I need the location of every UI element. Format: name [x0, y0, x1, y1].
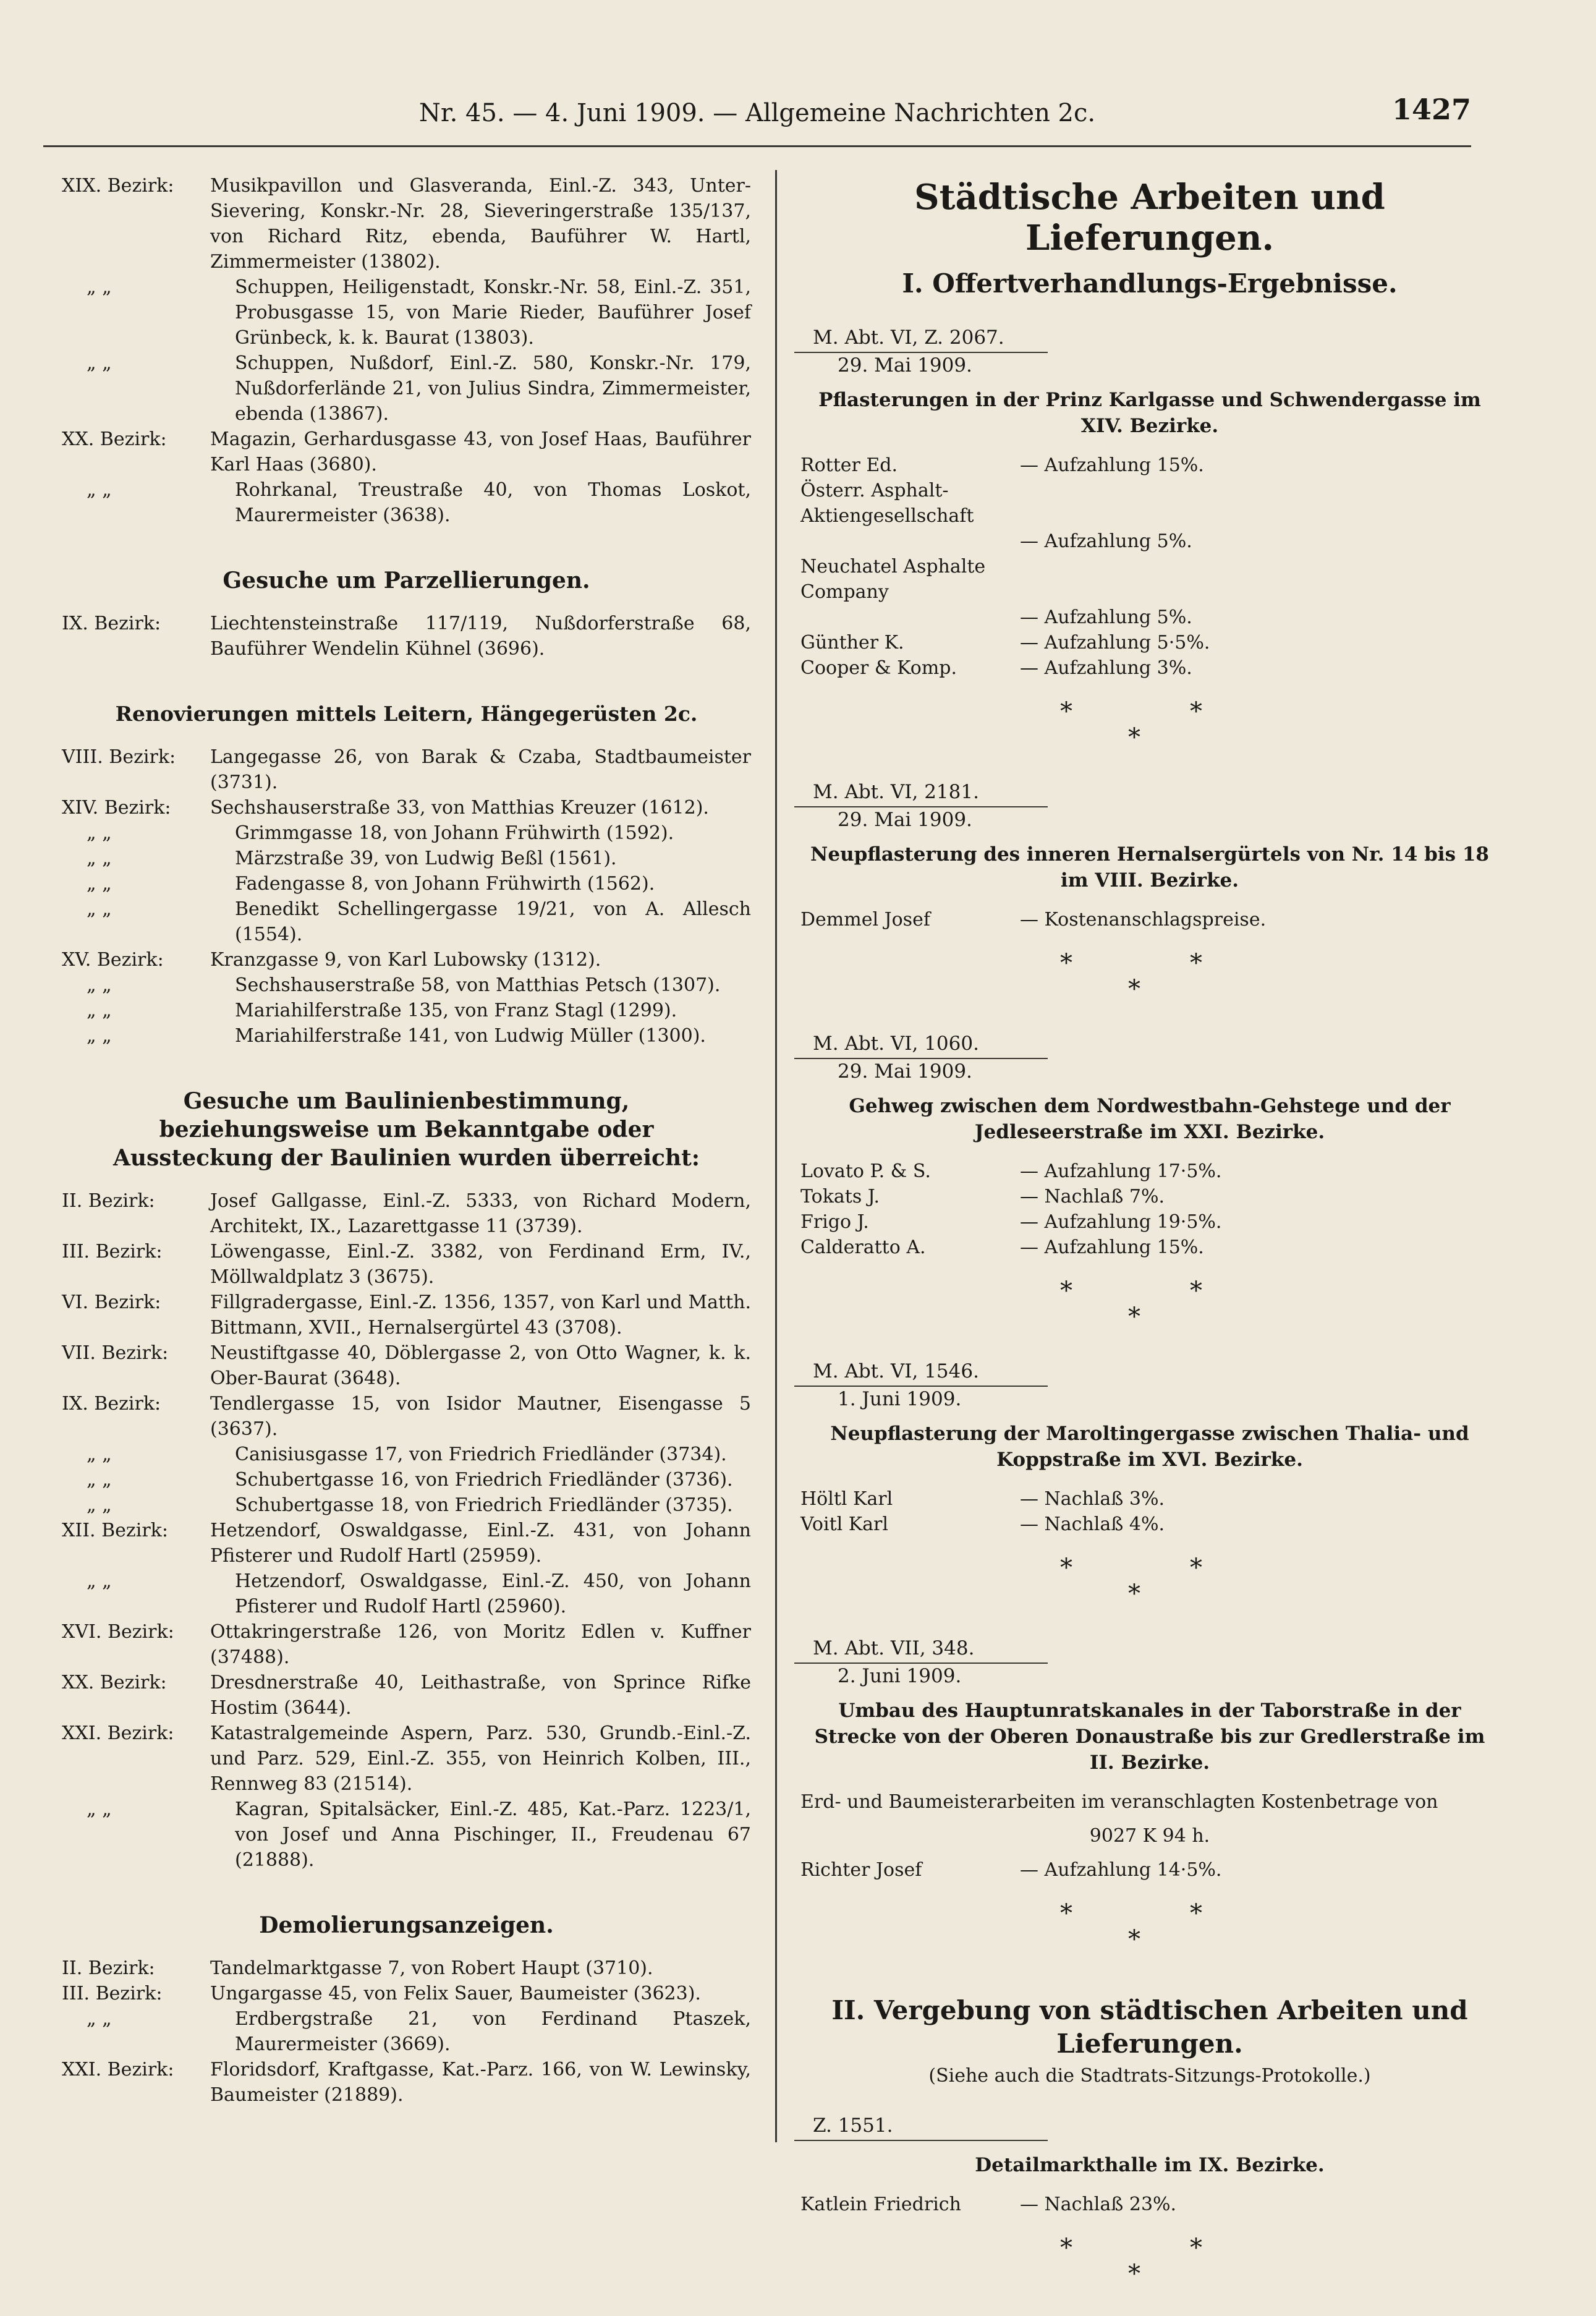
reference-date: 1. Juni 1909.: [838, 1388, 962, 1410]
entry-text: Mariahilferstraße 141, von Ludwig Müller (1300).: [235, 1025, 706, 1047]
entry-text: Tendlergasse 15, von Isidor Mautner, Eisengasse 5 (3637).: [210, 1393, 751, 1440]
bid-value: [1020, 478, 1505, 529]
star-mark: *: [1060, 1554, 1072, 1582]
entry-text: Schubertgasse 18, von Friedrich Friedländer (3735).: [235, 1494, 733, 1516]
list-item: [62, 1981, 751, 2006]
bezirk-label: XXI. Bezirk:: [62, 2059, 174, 2080]
entry-text: Fillgradergasse, Einl.-Z. 1356, 1357, von Karl und Matth. Bittmann, XVII., Hernalsergürtel 43 (3708).: [210, 1292, 751, 1339]
bid-row: [794, 1235, 1505, 1260]
list-item: [62, 1569, 751, 1619]
offert-results: [794, 325, 1505, 1975]
bid-value: — Aufzahlung 5%.: [1020, 530, 1192, 552]
bezirk-label: „ „: [87, 352, 112, 374]
block-subject: Detailmarkthalle im IX. Bezirke.: [975, 2154, 1325, 2176]
bidder-name: Frigo J.: [800, 1211, 869, 1233]
star-mark: *: [1190, 2234, 1202, 2262]
entry-text: Ungargasse 45, von Felix Sauer, Baumeister (3623).: [210, 1983, 701, 2004]
star-mark: *: [1128, 1580, 1140, 1608]
list-item: [62, 2006, 751, 2057]
list-item: [62, 1290, 751, 1340]
star-mark: *: [1190, 1554, 1202, 1582]
list-item: [62, 1467, 751, 1492]
list-item: [62, 871, 751, 896]
block-description: Erd- und Baumeisterarbeiten im veranschlagten Kostenbetrage von: [800, 1791, 1438, 1813]
bezirk-label: IX. Bezirk:: [62, 1393, 161, 1415]
list-item: [62, 1442, 751, 1467]
bezirk-label: XXI. Bezirk:: [62, 1722, 174, 1744]
separator-stars: [794, 699, 1505, 773]
list-item: [62, 896, 751, 947]
list-item: [62, 998, 751, 1023]
star-mark: *: [1128, 1303, 1140, 1331]
offert-block: [794, 1636, 1505, 1975]
reference-number: M. Abt. VI, Z. 2067.: [794, 325, 1048, 353]
list-item: [62, 427, 751, 477]
bezirk-label: VIII. Bezirk:: [62, 746, 176, 768]
header-rule: [43, 145, 1471, 152]
bid-value: — Aufzahlung 15%.: [1020, 1237, 1204, 1258]
entry-text: Sechshauserstraße 58, von Matthias Petsch (1307).: [235, 974, 721, 996]
bezirk-label: „ „: [87, 479, 112, 501]
subsection-title-vergebung: II. Vergebung von städtischen Arbeiten und Lieferungen.: [831, 1995, 1468, 2059]
star-mark: *: [1190, 697, 1202, 726]
bid-value: — Nachlaß 23%.: [1020, 2194, 1177, 2215]
bezirk-label: „ „: [87, 1494, 112, 1516]
bid-row: [794, 1209, 1505, 1235]
reference-date: 2. Juni 1909.: [838, 1665, 962, 1687]
separator-stars: [794, 951, 1505, 1025]
bid-value: — Aufzahlung 5%.: [1020, 607, 1192, 628]
bezirk-label: „ „: [87, 2008, 112, 2030]
entry-text: Tandelmarktgasse 7, von Robert Haupt (3710).: [210, 1957, 653, 1979]
section-title-baulinien: Gesuche um Baulinienbestimmung, beziehungsweise um Bekanntgabe oder Aussteckung der Baulinien wurden überreicht:: [112, 1088, 700, 1171]
list-item: [62, 1023, 751, 1049]
bid-value: — Aufzahlung 17·5%.: [1020, 1160, 1222, 1182]
entry-text: Erdbergstraße 21, von Ferdinand Ptaszek, Maurermeister (3669).: [235, 2008, 751, 2055]
star-mark: *: [1190, 1277, 1202, 1305]
entry-text: Löwengasse, Einl.-Z. 3382, von Ferdinand Erm, IV., Möllwaldplatz 3 (3675).: [210, 1241, 751, 1288]
entry-text: Fadengasse 8, von Johann Frühwirth (1562).: [235, 873, 655, 895]
list-item: [62, 351, 751, 427]
star-mark: *: [1060, 1277, 1072, 1305]
list-item: [62, 820, 751, 846]
bidder-name: Richter Josef: [800, 1859, 922, 1881]
section-title-renovierungen: Renovierungen mittels Leitern, Hängegerüsten 2c.: [115, 702, 698, 726]
section-title-parzellierungen: Gesuche um Parzellierungen.: [223, 568, 590, 594]
entry-text: Märzstraße 39, von Ludwig Beßl (1561).: [235, 848, 617, 869]
bid-row: [794, 554, 1505, 605]
entry-text: Musikpavillon und Glasveranda, Einl.-Z. 343, Unter-Sievering, Konskr.-Nr. 28, Sieveringerstraße 135/137, von Richard Ritz, ebenda, Bauführer W. Hartl, Zimmermeister (13802).: [210, 175, 751, 273]
list-item: [62, 1391, 751, 1442]
left-column: [62, 173, 751, 2108]
reference-date: 29. Mai 1909.: [838, 809, 972, 831]
bid-row: [794, 605, 1505, 630]
bid-row: [794, 478, 1505, 529]
bezirk-label: „ „: [87, 974, 112, 996]
bidder-name: Rotter Ed.: [800, 454, 898, 476]
block-subject: Gehweg zwischen dem Nordwestbahn-Gehstege und der Jedleseerstraße im XXI. Bezirke.: [849, 1095, 1451, 1143]
entry-text: Hetzendorf, Oswaldgasse, Einl.-Z. 450, von Johann Pfisterer und Rudolf Hartl (25960).: [235, 1570, 751, 1617]
bidder-name: Demmel Josef: [800, 909, 930, 930]
block-subject: Neupflasterung des inneren Hernalsergürtels von Nr. 14 bis 18 im VIII. Bezirke.: [810, 843, 1489, 892]
bezirk-label: XVI. Bezirk:: [62, 1621, 174, 1643]
bid-row: [794, 2192, 1505, 2217]
entry-text: Magazin, Gerhardusgasse 43, von Josef Haas, Bauführer Karl Haas (3680).: [210, 428, 751, 475]
list-item: [62, 1188, 751, 1239]
bezirk-label: „ „: [87, 1570, 112, 1592]
star-mark: *: [1190, 1899, 1202, 1928]
bid-value: — Aufzahlung 5·5%.: [1020, 632, 1210, 654]
entry-text: Benedikt Schellingergasse 19/21, von A. Allesch (1554).: [235, 898, 751, 945]
bid-value: [1020, 554, 1505, 605]
entry-text: Canisiusgasse 17, von Friedrich Friedländer (3734).: [235, 1444, 727, 1465]
list-item: [62, 1797, 751, 1873]
list-item: [62, 1956, 751, 1981]
entry-text: Hetzendorf, Oswaldgasse, Einl.-Z. 431, von Johann Pfisterer und Rudolf Hartl (25959).: [210, 1520, 751, 1567]
bidder-name: Höltl Karl: [800, 1488, 893, 1510]
star-mark: *: [1128, 975, 1140, 1003]
bid-row: [794, 630, 1505, 655]
bid-row: [794, 1184, 1505, 1209]
bezirk-label: III. Bezirk:: [62, 1983, 163, 2004]
header-title: Nr. 45. — 4. Juni 1909. — Allgemeine Nachrichten 2c.: [418, 99, 1096, 127]
bezirk-label: „ „: [87, 276, 112, 298]
star-mark: *: [1128, 2260, 1140, 2288]
list-item: [62, 744, 751, 795]
separator-stars: [794, 1279, 1505, 1353]
reference-number: M. Abt. VI, 1546.: [794, 1359, 1048, 1387]
bidder-name: Lovato P. & S.: [800, 1160, 931, 1182]
bid-value: — Aufzahlung 3%.: [1020, 657, 1192, 679]
entry-text: Schuppen, Heiligenstadt, Konskr.-Nr. 58, Einl.-Z. 351, Probusgasse 15, von Marie Rieder, Bauführer Josef Grünbeck, k. k. Baurat (13803).: [235, 276, 751, 349]
subsection-title-offert: I. Offertverhandlungs-Ergebnisse.: [902, 268, 1398, 299]
entry-text: Ottakringerstraße 126, von Moritz Edlen v. Kuffner (37488).: [210, 1621, 751, 1668]
building-permits-list: [62, 173, 751, 528]
bezirk-label: „ „: [87, 822, 112, 844]
bid-row: [794, 1486, 1505, 1512]
bezirk-label: „ „: [87, 1799, 112, 1820]
block-amount: 9027 K 94 h.: [1089, 1825, 1210, 1847]
entry-text: Kranzgasse 9, von Karl Lubowsky (1312).: [210, 949, 601, 971]
reference-date: 29. Mai 1909.: [838, 354, 972, 377]
separator-stars: [794, 1556, 1505, 1630]
entry-text: Kagran, Spitalsäcker, Einl.-Z. 485, Kat.-Parz. 1223/1, von Josef und Anna Pischinger, II., Freudenau 67 (21888).: [235, 1799, 751, 1871]
bezirk-label: XII. Bezirk:: [62, 1520, 168, 1541]
bid-row: [794, 655, 1505, 681]
demolierung-list: [62, 1956, 751, 2108]
star-mark: *: [1128, 1925, 1140, 1954]
bidder-name: Tokats J.: [800, 1186, 880, 1207]
list-item: [62, 1518, 751, 1569]
entry-text: Schuppen, Nußdorf, Einl.-Z. 580, Konskr.-Nr. 179, Nußdorferlände 21, von Julius Sindra, Zimmermeister, ebenda (13867).: [235, 352, 751, 425]
bezirk-label: XIX. Bezirk:: [62, 175, 174, 197]
entry-text: Rohrkanal, Treustraße 40, von Thomas Loskot, Maurermeister (3638).: [235, 479, 751, 526]
list-item: [62, 1721, 751, 1797]
bid-value: — Aufzahlung 15%.: [1020, 454, 1204, 476]
bidder-name: Voitl Karl: [800, 1513, 888, 1535]
list-item: [62, 846, 751, 871]
reference-date: 29. Mai 1909.: [838, 1060, 972, 1083]
star-mark: *: [1060, 2234, 1072, 2262]
bid-value: — Nachlaß 3%.: [1020, 1488, 1165, 1510]
offert-block: [794, 1031, 1505, 1353]
list-item: [62, 1670, 751, 1721]
bezirk-label: II. Bezirk:: [62, 1190, 155, 1212]
bezirk-label: „ „: [87, 1444, 112, 1465]
bidder-name: Österr. Asphalt-Aktiengesellschaft: [800, 480, 974, 527]
reference-number: M. Abt. VI, 1060.: [794, 1031, 1048, 1059]
page-header: [43, 93, 1471, 142]
reference-number: M. Abt. VI, 2181.: [794, 780, 1048, 807]
bezirk-label: XX. Bezirk:: [62, 428, 167, 450]
column-divider: [775, 170, 777, 2142]
bidder-name: Calderatto A.: [800, 1237, 926, 1258]
entry-text: Floridsdorf, Kraftgasse, Kat.-Parz. 166, von W. Lewinsky, Baumeister (21889).: [210, 2059, 751, 2106]
bezirk-label: „ „: [87, 873, 112, 895]
bidder-name: Günther K.: [800, 632, 904, 654]
right-column: [794, 173, 1505, 2316]
bid-row: [794, 907, 1505, 932]
offert-block: [794, 780, 1505, 1025]
bid-row: [794, 1857, 1505, 1883]
bezirk-label: „ „: [87, 1000, 112, 1021]
bezirk-label: II. Bezirk:: [62, 1957, 155, 1979]
star-mark: *: [1128, 723, 1140, 752]
bezirk-label: „ „: [87, 1469, 112, 1491]
list-item: [62, 1492, 751, 1518]
entry-text: Grimmgasse 18, von Johann Frühwirth (1592).: [235, 822, 674, 844]
bezirk-label: IX. Bezirk:: [62, 613, 161, 634]
list-item: [62, 611, 751, 662]
bezirk-label: XV. Bezirk:: [62, 949, 164, 971]
page-number: 1427: [1391, 93, 1471, 126]
block-subject: Neupflasterung der Maroltingergasse zwischen Thalia- und Koppstraße im XVI. Bezirke.: [830, 1423, 1469, 1471]
block-subject: Umbau des Hauptunratskanales in der Taborstraße in der Strecke von der Oberen Donaustraße bis zur Gredlerstraße im II. Bezirke.: [814, 1700, 1485, 1774]
bezirk-label: „ „: [87, 848, 112, 869]
bid-value: — Nachlaß 4%.: [1020, 1513, 1165, 1535]
bid-row: [794, 453, 1505, 478]
bezirk-label: „ „: [87, 1025, 112, 1047]
entry-text: Neustiftgasse 40, Döblergasse 2, von Otto Wagner, k. k. Ober-Baurat (3648).: [210, 1342, 751, 1389]
list-item: [62, 973, 751, 998]
reference-number: Z. 1551.: [794, 2113, 1048, 2141]
bezirk-label: „ „: [87, 898, 112, 920]
list-item: [62, 477, 751, 528]
star-mark: *: [1060, 949, 1072, 977]
offert-block: [794, 1359, 1505, 1630]
vergebung-results: [794, 2113, 1505, 2310]
entry-text: Josef Gallgasse, Einl.-Z. 5333, von Richard Modern, Architekt, IX., Lazarettgasse 11 (3739).: [210, 1190, 751, 1237]
star-mark: *: [1190, 949, 1202, 977]
list-item: [62, 173, 751, 275]
entry-text: Sechshauserstraße 33, von Matthias Kreuzer (1612).: [210, 797, 709, 819]
baulinien-list: [62, 1188, 751, 1873]
bid-row: [794, 1512, 1505, 1537]
bid-row: [794, 529, 1505, 554]
section-title-demolierung: Demolierungsanzeigen.: [259, 1912, 554, 1938]
entry-text: Langegasse 26, von Barak & Czaba, Stadtbaumeister (3731).: [210, 746, 751, 793]
section-note: (Siehe auch die Stadtrats-Sitzungs-Protokolle.): [928, 2065, 1371, 2087]
entry-text: Schubertgasse 16, von Friedrich Friedländer (3736).: [235, 1469, 733, 1491]
bidder-name: [794, 605, 1020, 630]
bid-row: [794, 1159, 1505, 1184]
bid-value: — Nachlaß 7%.: [1020, 1186, 1165, 1207]
star-mark: *: [1060, 697, 1072, 726]
bezirk-label: VI. Bezirk:: [62, 1292, 161, 1313]
bidder-name: Neuchatel Asphalte Company: [800, 556, 986, 603]
bid-value: — Aufzahlung 19·5%.: [1020, 1211, 1222, 1233]
block-subject: Pflasterungen in der Prinz Karlgasse und Schwendergasse im XIV. Bezirke.: [818, 389, 1481, 437]
offert-block: [794, 325, 1505, 773]
bezirk-label: XX. Bezirk:: [62, 1672, 167, 1693]
separator-stars: [794, 2236, 1505, 2310]
entry-text: Liechtensteinstraße 117/119, Nußdorferstraße 68, Bauführer Wendelin Kühnel (3696).: [210, 613, 751, 660]
list-item: [62, 2057, 751, 2108]
list-item: [62, 947, 751, 973]
entry-text: Dresdnerstraße 40, Leithastraße, von Sprince Rifke Hostim (3644).: [210, 1672, 751, 1719]
list-item: [62, 1239, 751, 1290]
bezirk-label: III. Bezirk:: [62, 1241, 163, 1262]
bezirk-label: VII. Bezirk:: [62, 1342, 169, 1364]
star-mark: *: [1060, 1899, 1072, 1928]
bidder-name: Cooper & Komp.: [800, 657, 957, 679]
list-item: [62, 1619, 751, 1670]
parzellierungen-list: [62, 611, 751, 662]
entry-text: Katastralgemeinde Aspern, Parz. 530, Grundb.-Einl.-Z. und Parz. 529, Einl.-Z. 355, von Heinrich Kolben, III., Rennweg 83 (21514).: [210, 1722, 751, 1795]
list-item: [62, 1340, 751, 1391]
renovierungen-list: [62, 744, 751, 1049]
bid-value: — Aufzahlung 14·5%.: [1020, 1859, 1222, 1881]
bid-value: — Kostenanschlagspreise.: [1020, 909, 1267, 930]
reference-number: M. Abt. VII, 348.: [794, 1636, 1048, 1664]
main-section-title: Städtische Arbeiten und Lieferungen.: [914, 177, 1385, 258]
bezirk-label: XIV. Bezirk:: [62, 797, 171, 819]
entry-text: Mariahilferstraße 135, von Franz Stagl (1299).: [235, 1000, 677, 1021]
list-item: [62, 275, 751, 351]
bidder-name: Katlein Friedrich: [800, 2194, 961, 2215]
separator-stars: [794, 1901, 1505, 1975]
bidder-name: [794, 529, 1020, 554]
list-item: [62, 795, 751, 820]
